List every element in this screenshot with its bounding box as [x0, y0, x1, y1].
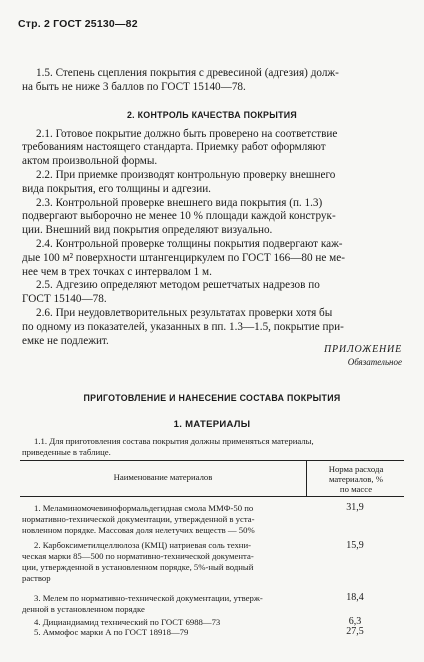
row-text-line: раствор [22, 573, 51, 583]
paragraph-line: 2.6. При неудовлетворительных результатах проверки хотя бы [36, 307, 333, 319]
paragraph-line: ции. Внешний вид покрытия определяют визуально. [22, 224, 273, 236]
materials-intro-line: 1.1. Для приготовления состава покрытия должны применяться материалы, [34, 436, 314, 446]
col1-header: Наименование материалов [113, 472, 213, 482]
row-value: 18,4 [346, 592, 364, 603]
row-text-line: новленном порядке. Массовая доля нелетучих веществ — 50% [22, 525, 255, 535]
row-text-line: 1. Меламиномочевиноформальдегидная смола ММФ-50 по [34, 503, 254, 513]
row-text-line: 5. Аммофос марки А по ГОСТ 18918—79 [34, 627, 189, 637]
table-top-rule [20, 460, 404, 461]
paragraph-line: 2.2. При приемке производят контрольную проверку внешнего [36, 169, 336, 181]
paragraph-line: требованиям настоящего стандарта. Приемку работ оформляют [22, 141, 326, 153]
paragraph-line: 2.3. Контрольной проверке внешнего вида покрытия (п. 1.3) [36, 197, 323, 209]
paragraph-line: 2.1. Готовое покрытие должно быть проверено на соответствие [36, 128, 338, 140]
paragraph-line: вида покрытия, его толщины и адгезии. [22, 183, 211, 195]
row-value: 27,5 [346, 626, 364, 637]
page-header: Стр. 2 ГОСТ 25130—82 [18, 18, 138, 30]
appendix-sub: Обязательное [347, 357, 402, 367]
row-text-line: 3. Мелем по нормативно-технической документации, утверж- [34, 593, 263, 603]
paragraph-line: 2.4. Контрольной проверке толщины покрытия подвергают каж- [36, 238, 343, 250]
row-text-line: ции, утвержденной в установленном порядке, 5%-ный водный [22, 562, 254, 572]
row-text-line: денной в установленном порядке [22, 604, 145, 614]
col2-header-line: по массе [339, 484, 373, 494]
paragraph-line: 1.5. Степень сцепления покрытия с древесиной (адгезия) долж- [36, 67, 339, 79]
paragraph-line: нее чем в трех точках с интервалом 1 м. [22, 266, 212, 278]
appendix-label: ПРИЛОЖЕНИЕ [324, 344, 402, 355]
appendix-title: ПРИГОТОВЛЕНИЕ И НАНЕСЕНИЕ СОСТАВА ПОКРЫТИЯ [83, 393, 341, 403]
row-text-line: 2. Карбоксиметилцеллюлоза (КМЦ) натриевая соль техни- [34, 540, 251, 550]
materials-intro-line: приведенные в таблице. [22, 447, 111, 457]
paragraph-line: ГОСТ 15140—78. [22, 293, 107, 305]
row-text-line: нормативно-технической документации, утвержденной в уста- [22, 514, 255, 524]
paragraph-line: на быть не ниже 3 баллов по ГОСТ 15140—78. [22, 81, 246, 93]
table-header-rule [20, 496, 404, 497]
row-value: 15,9 [346, 540, 364, 551]
row-text-line: 4. Дициандиамид технический по ГОСТ 6988—73 [34, 617, 221, 627]
table-header-divider [306, 460, 307, 496]
materials-title: 1. МАТЕРИАЛЫ [173, 419, 251, 430]
paragraph-line: емке не подлежит. [22, 335, 109, 347]
paragraph-line: 2.5. Адгезию определяют методом решетчатых надрезов по [36, 279, 320, 291]
row-value: 31,9 [346, 502, 364, 513]
paragraph-line: по одному из показателей, указанных в пп. 1.3—1.5, покрытие при- [22, 321, 344, 333]
paragraph-line: дые 100 м² поверхности штангенциркулем по ГОСТ 166—80 не ме- [22, 252, 345, 264]
col2-header-line: Норма расхода [328, 464, 384, 474]
section-2-title: 2. КОНТРОЛЬ КАЧЕСТВА ПОКРЫТИЯ [126, 110, 298, 120]
col2-header-line: материалов, % [328, 474, 383, 484]
row-value: 6,3 [348, 616, 362, 627]
paragraph-line: актом произвольной формы. [22, 155, 158, 167]
row-text-line: ческая марки 85—500 по нормативно-технической документа- [22, 551, 254, 561]
paragraph-line: подвергают выборочно не менее 10 % площади каждой конструк- [22, 210, 336, 222]
